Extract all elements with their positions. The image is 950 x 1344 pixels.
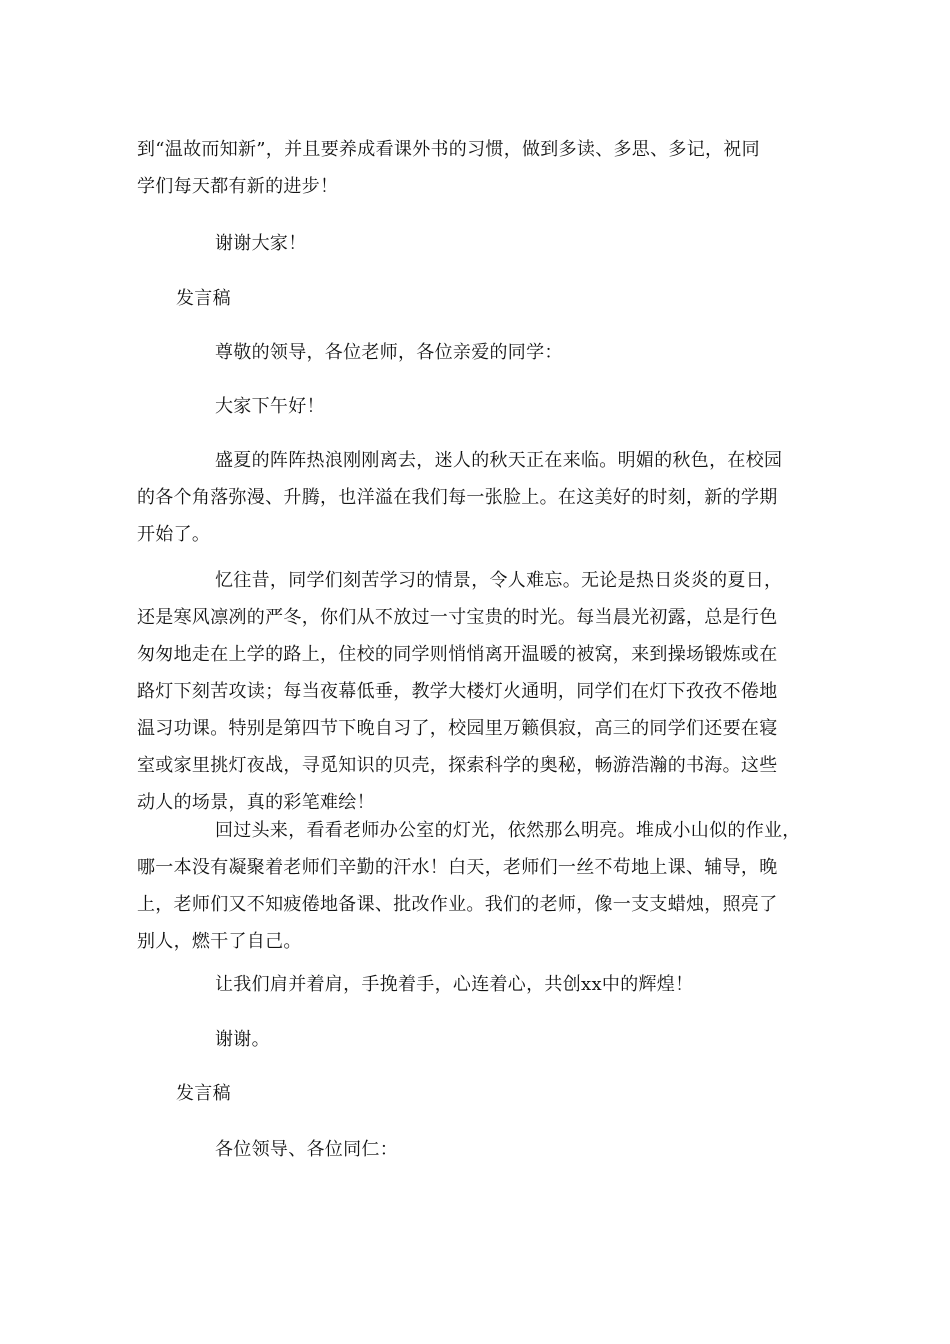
paragraph-memories xyxy=(137,562,782,821)
text-line: 盛夏的阵阵热浪刚刚离去，迷人的秋天正在来临。明媚的秋色，在校园 xyxy=(215,450,783,471)
text-line: 路灯下刻苦攻读；每当夜幕低垂，教学大楼灯火通明，同学们在灯下孜孜不倦地 xyxy=(137,681,778,702)
text-line: 哪一本没有凝聚着老师们辛勤的汗水！白天，老师们一丝不苟地上课、辅导，晚 xyxy=(137,857,778,878)
text-line: 别人，燃干了自己。 xyxy=(137,931,302,952)
thanks-line: 谢谢大家！ xyxy=(215,233,307,254)
text-line: 上，老师们又不知疲倦地备课、批改作业。我们的老师，像一支支蜡烛，照亮了 xyxy=(137,894,778,915)
text-line: 回过头来，看看老师办公室的灯光，依然那么明亮。堆成小山似的作业， xyxy=(215,820,801,841)
text-line: 的各个角落弥漫、升腾，也洋溢在我们每一张脸上。在这美好的时刻，新的学期 xyxy=(137,487,778,508)
closing-call: 让我们肩并着肩，手挽着手，心连着心，共创xx中的辉煌！ xyxy=(215,974,694,995)
text-line: 温习功课。特别是第四节下晚自习了，校园里万籁俱寂，高三的同学们还要在寝 xyxy=(137,718,778,739)
text-line: 开始了。 xyxy=(137,524,211,545)
text-line: 学们每天都有新的进步！ xyxy=(137,176,339,197)
salutation: 各位领导、各位同仁： xyxy=(215,1139,398,1160)
thanks-line: 谢谢。 xyxy=(215,1029,270,1050)
text-line: 匆匆地走在上学的路上，住校的同学则悄悄离开温暖的被窝，来到操场锻炼或在 xyxy=(137,644,778,665)
text-line: 动人的场景，真的彩笔难绘！ xyxy=(137,792,375,813)
paragraph-autumn xyxy=(137,442,782,553)
greeting: 大家下午好！ xyxy=(215,396,325,417)
text-line: 到“温故而知新”，并且要养成看课外书的习惯，做到多读、多思、多记，祝同 xyxy=(137,139,760,160)
salutation: 尊敬的领导，各位老师，各位亲爱的同学： xyxy=(215,342,563,363)
text-line: 室或家里挑灯夜战，寻觅知识的贝壳，探索科学的奥秘，畅游浩瀚的书海。这些 xyxy=(137,755,778,776)
paragraph-teachers xyxy=(137,812,801,960)
section-heading: 发言稿 xyxy=(176,1083,231,1104)
text-line: 还是寒风凛冽的严冬，你们从不放过一寸宝贵的时光。每当晨光初露，总是行色 xyxy=(137,607,778,628)
section-heading: 发言稿 xyxy=(176,288,231,309)
paragraph-closing-remarks xyxy=(137,131,760,205)
text-line: 忆往昔，同学们刻苦学习的情景，令人难忘。无论是热日炎炎的夏日， xyxy=(215,570,783,591)
